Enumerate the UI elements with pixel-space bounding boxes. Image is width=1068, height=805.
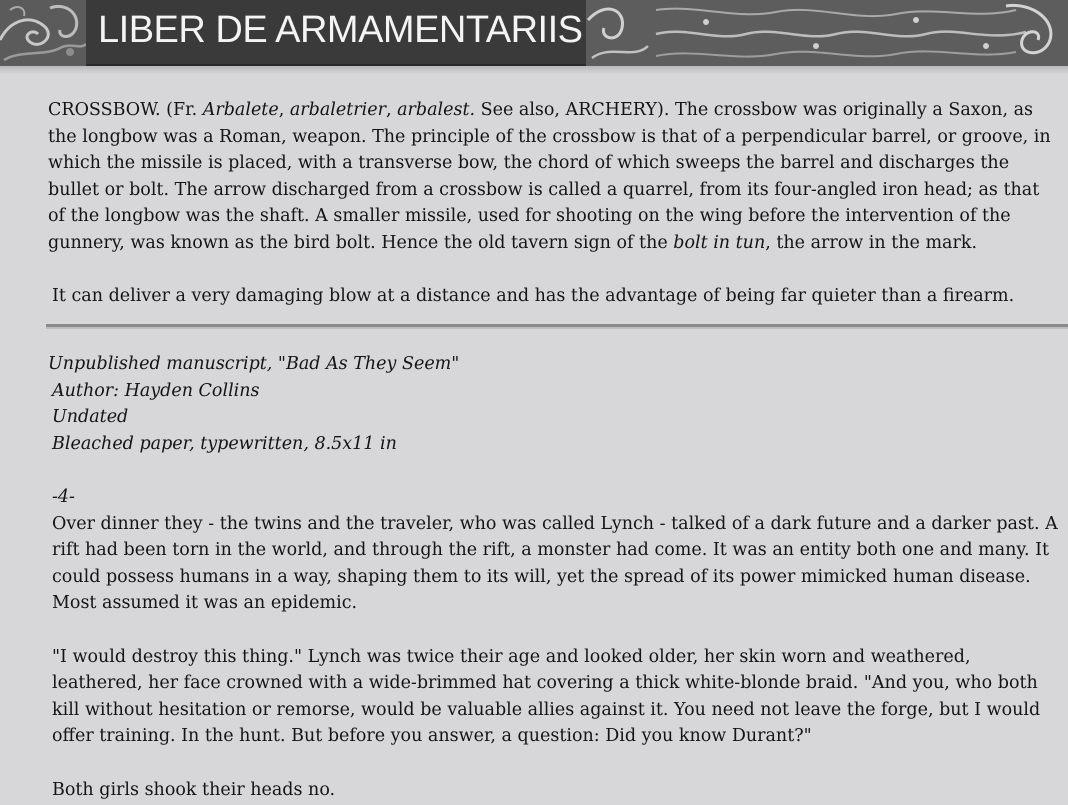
document-source: Unpublished manuscript, "Bad As They Seem" bbox=[48, 354, 460, 374]
entry-term: Arbalete bbox=[202, 100, 279, 120]
document-section bbox=[48, 351, 1060, 803]
banner-shadow bbox=[0, 66, 1068, 74]
entry-text: See also, ARCHERY). The crossbow was originally a Saxon, as the longbow was a Roman, weapon. The principle of the crossbow is that of a perpendicular barrel, or groove, in which the missile is placed, with a transverse bow, the chord of which sweeps the barrel and discharges the bullet or bolt. The arrow discharged from a crossbow is called a quarrel, from its four-angled iron head; as that of the longbow was the shaft. A smaller missile, used for shooting on the wing before the intervention of the gunnery, was known as the bird bolt. Hence the old tavern sign of the bbox=[48, 100, 1051, 253]
entry-paragraph bbox=[48, 97, 1060, 257]
entry-section bbox=[48, 97, 1060, 310]
section-divider bbox=[46, 322, 1068, 330]
entry-note: It can deliver a very damaging blow at a distance and has the advantage of being far quieter than a firearm. bbox=[52, 286, 1015, 307]
ornament-scroll-left bbox=[0, 0, 88, 66]
document-paragraph: Both girls shook their heads no. bbox=[52, 779, 336, 800]
document-paragraph: "I would destroy this thing." Lynch was twice their age and looked older, her skin worn and weathered, leathered, her face crowned with a wide-brimmed hat covering a thick white-blonde braid. "And you, who both kill without hesitation or remorse, would be valuable allies against it. You need not leave the forge, but I would offer training. In the hunt. But before you answer, a question: Did you know Durant?" bbox=[52, 646, 1041, 747]
entry-term: bolt in tun bbox=[673, 232, 766, 253]
document-date: Undated bbox=[52, 407, 129, 428]
ornament-filigree-right bbox=[586, 0, 1068, 66]
entry-term: arbaletrier bbox=[289, 100, 386, 120]
entry-text: , the arrow in the mark. bbox=[765, 232, 978, 253]
header-banner bbox=[0, 0, 1068, 66]
entry-text: , bbox=[385, 100, 398, 120]
document-paragraph: Over dinner they - the twins and the traveler, who was called Lynch - talked of a dark future and a darker past. A rift had been torn in the world, and through the rift, a monster had come. It was an entity both one and many. It could possess humans in a way, shaping them to its will, yet the spread of its power mimicked human disease. Most assumed it was an epidemic. bbox=[52, 513, 1058, 614]
document-medium: Bleached paper, typewritten, 8.5x11 in bbox=[52, 433, 397, 454]
entry-text: CROSSBOW. (Fr. bbox=[48, 100, 203, 120]
page-marker: -4- bbox=[52, 486, 75, 507]
entry-term: arbalest. bbox=[397, 100, 476, 120]
page-title: LIBER DE ARMAMENTARIIS bbox=[98, 9, 583, 51]
entry-text: , bbox=[278, 100, 290, 120]
document-author: Author: Hayden Collins bbox=[52, 380, 260, 401]
